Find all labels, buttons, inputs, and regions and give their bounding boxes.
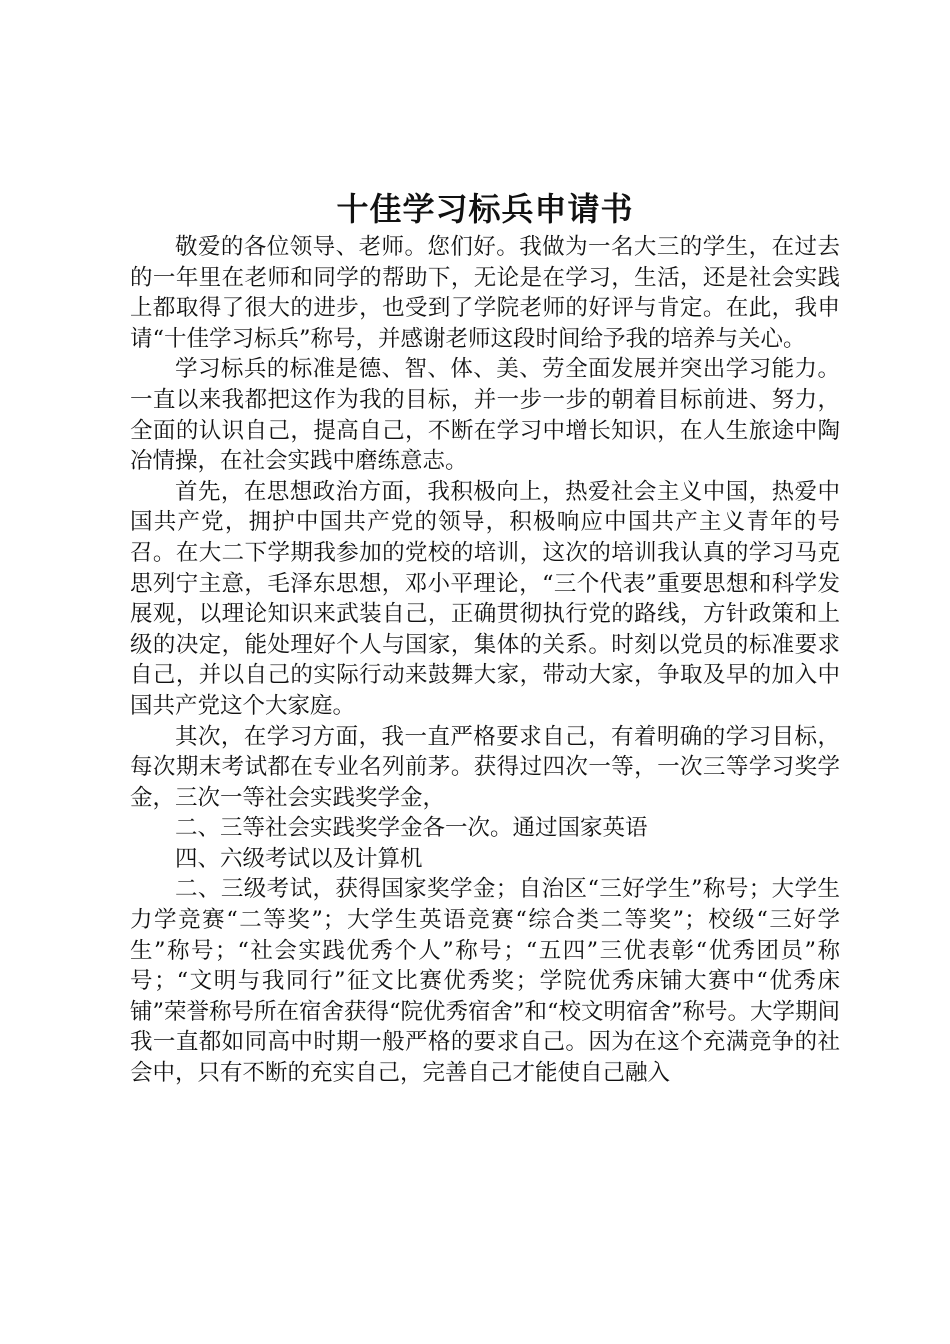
paragraph-standard: 学习标兵的标准是德、智、体、美、劳全面发展并突出学习能力。一直以来我都把这作为我的目标，并一步一步的朝着目标前进、努力，全面的认识自己，提高自己，不断在学习中增长知识，在人生旅途中陶冶情操，在社会实践中磨练意志。: [130, 356, 840, 475]
paragraph-greeting: 敬爱的各位领导、老师。您们好。我做为一名大三的学生，在过去的一年里在老师和同学的帮助下，无论是在学习，生活，还是社会实践上都取得了很大的进步，也受到了学院老师的好评与肯定。在此，我申请“十佳学习标兵”称号，并感谢老师这段时间给予我的培养与关心。: [130, 234, 840, 352]
document-page: [130, 186, 840, 1089]
paragraph-political: 首先，在思想政治方面，我积极向上，热爱社会主义中国，热爱中国共产党，拥护中国共产党的领导，积极响应中国共产主义青年的号召。在大二下学期我参加的党校的培训，这次的培训我认真的学习马克思列宁主意，毛泽东思想，邓小平理论，“三个代表”重要思想和科学发展观，以理论知识来武装自己，正确贯彻执行党的路线，方针政策和上级的决定，能处理好个人与国家，集体的关系。时刻以党员的标准要求自己，并以自己的实际行动来鼓舞大家，带动大家，争取及早的加入中国共产党这个大家庭。: [130, 478, 840, 719]
paragraph-exam-line: 四、六级考试以及计算机: [175, 845, 423, 872]
paragraph-study: 其次，在学习方面，我一直严格要求自己，有着明确的学习目标，每次期末考试都在专业名列前茅。获得过四次一等，一次三等学习奖学金，三次一等社会实践奖学金，: [130, 723, 840, 811]
document-body: [130, 232, 840, 1089]
paragraph-awards: 二、三级考试，获得国家奖学金；自治区“三好学生”称号；大学生力学竞赛“二等奖”；大学生英语竞赛“综合类二等奖”；校级“三好学生”称号；“社会实践优秀个人”称号；“五四”三优表彰“优秀团员”称号；“文明与我同行”征文比赛优秀奖；学院优秀床铺大赛中“优秀床铺”荣誉称号所在宿舍获得“院优秀宿舍”和“校文明宿舍”称号。大学期间我一直都如同高中时期一般严格的要求自己。因为在这个充满竞争的社会中，只有不断的充实自己，完善自己才能使自己融入: [130, 876, 841, 1087]
document-title: 十佳学习标兵申请书: [336, 190, 634, 228]
paragraph-scholarship-line: 二、三等社会实践奖学金各一次。通过国家英语: [175, 815, 648, 842]
